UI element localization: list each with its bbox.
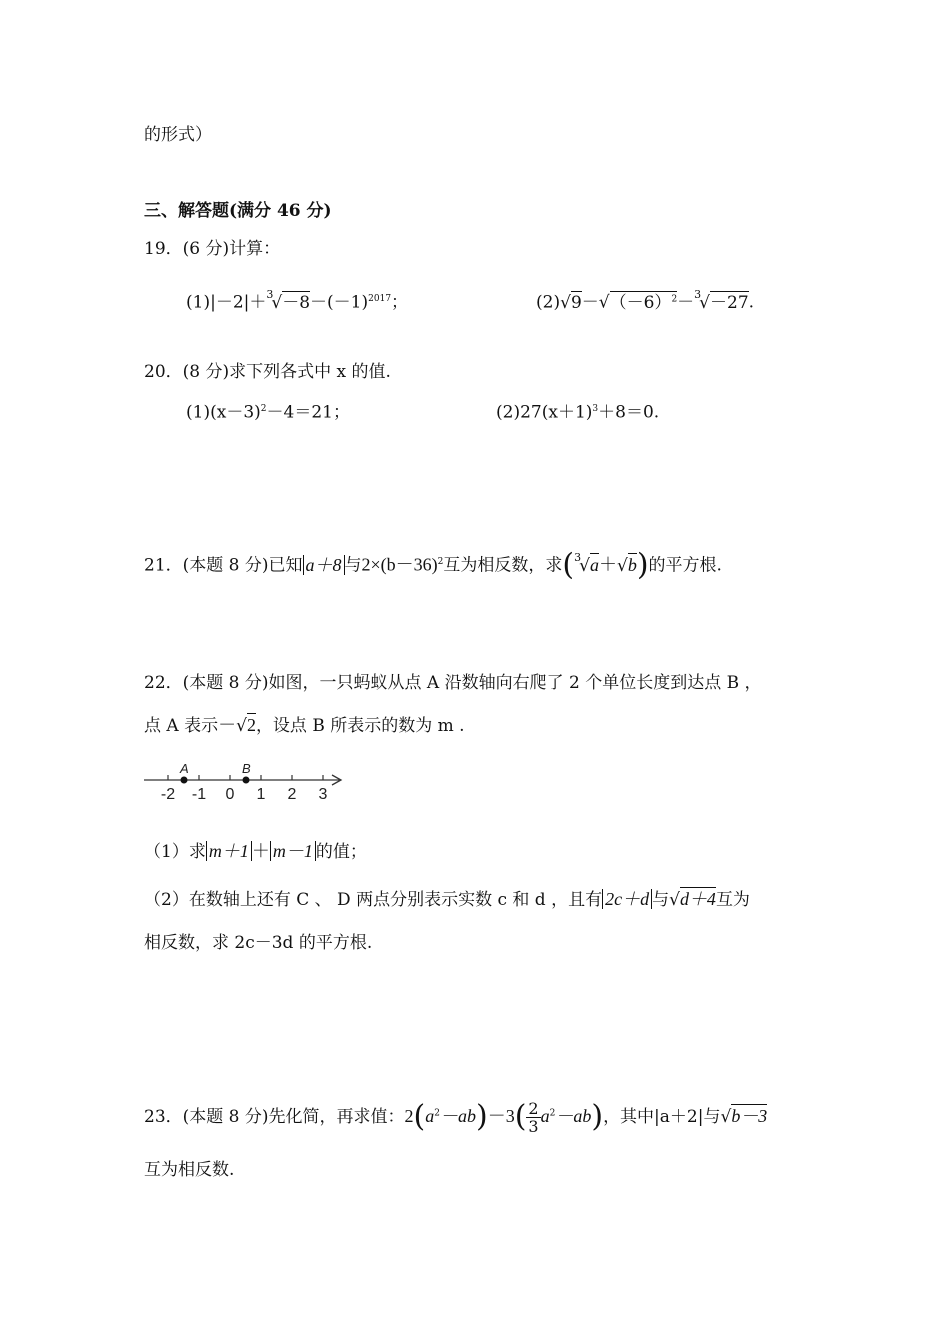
- q22-sub2-root: d＋4: [679, 889, 716, 909]
- q19-p2-cuberoot: $^3$√－27: [694, 287, 749, 313]
- q23-line2: 互为相反数.: [144, 1160, 235, 1180]
- axis-tick-label: 0: [225, 786, 235, 803]
- q22-line2: [144, 714, 465, 737]
- q20-part1: [186, 398, 350, 424]
- q21-prefix: 21．(本题 8 分)已知: [144, 555, 303, 576]
- axis-tick-label: 1: [256, 786, 266, 803]
- q22-sub2-sqrt: √d＋4: [669, 889, 716, 910]
- point-b-dot: [243, 777, 250, 784]
- q21-suffix: 的平方根.: [648, 555, 722, 576]
- q20-p1-label: (1): [186, 402, 211, 423]
- q19-p2-root3-index: 3: [694, 287, 702, 301]
- q20-p2-label: (2): [496, 402, 521, 423]
- q21-plus: ＋: [598, 554, 617, 575]
- q23-frac-den: 3: [528, 1117, 539, 1136]
- q19-p1-b: －(－1): [310, 292, 369, 313]
- q22-sub1-abs1: m＋1: [206, 841, 252, 861]
- q23-paren1-open: (: [413, 1099, 426, 1134]
- q19-p2-label: (2): [536, 292, 561, 313]
- q23-e4: －3: [487, 1106, 515, 1126]
- number-line: [142, 760, 352, 804]
- q23-e2-exp: 2: [434, 1108, 440, 1119]
- q19-p2-root2-exp: 2: [671, 294, 678, 304]
- q22-sub2: [144, 888, 750, 911]
- q19-part1: [186, 288, 408, 316]
- q20-prefix: 20．(8 分)求下列各式中 x 的值.: [144, 362, 391, 382]
- q22-line2-root: 2: [246, 715, 256, 735]
- q23-e1: 2: [404, 1106, 414, 1126]
- q19-p1-cuberoot: $^3$√－8: [266, 287, 311, 313]
- q19-p1-a: |－2|＋: [210, 292, 267, 313]
- q22-sub1-abs2: m－1: [270, 841, 316, 861]
- q23-root: b－3: [731, 1106, 768, 1126]
- q23-mid: ，其中|a＋2|与: [603, 1107, 721, 1127]
- q22-sub1-plus: ＋: [251, 841, 270, 861]
- q19-p2-minus2: －: [677, 292, 695, 313]
- axis-tick-label: 2: [287, 786, 297, 803]
- q22-line2-a: 点 A 表示: [144, 716, 219, 736]
- q19-p1-root-index: 3: [266, 287, 274, 301]
- q22-sub2-a: （2）在数轴上还有 C 、 D 两点分别表示实数 c 和 d ，且有: [144, 890, 603, 910]
- q19-p2-root1-body: 9: [570, 292, 582, 313]
- q22-line2-b: ，设点 B 所表示的数为 m .: [255, 716, 465, 736]
- q20-p2-a: 27(x＋1): [520, 402, 593, 423]
- q21-line: [144, 547, 722, 583]
- q22-sub1: [144, 840, 367, 863]
- q19-part2: [536, 288, 754, 316]
- q19-p1-exp: 2017: [368, 294, 392, 304]
- q21-close-paren: ): [636, 547, 649, 583]
- q19-p2-end: .: [748, 292, 755, 313]
- q23-e2: a: [425, 1106, 435, 1126]
- q21-cuberoot: $^3$√a: [574, 550, 599, 576]
- axis-tick-label: -2: [160, 786, 176, 803]
- section-heading: 三、解答题(满分 46 分): [144, 201, 332, 221]
- q19-p2-root2-body: （－6）: [609, 292, 672, 313]
- q21-abs: a＋8: [303, 555, 345, 575]
- q23-e5: a: [540, 1106, 550, 1126]
- axis-tick-label: -1: [191, 786, 207, 803]
- q22-sub2-abs: 2c＋d: [602, 889, 652, 909]
- q23-sqrt: √b－3: [720, 1106, 768, 1127]
- q20-p2-exp: 3: [592, 404, 599, 414]
- q19-p2-root3-body: －27: [710, 292, 749, 313]
- continued-text: 的形式）: [144, 125, 212, 145]
- q23-paren2-close: ): [591, 1099, 604, 1134]
- q21-expr: 2×(b－36): [361, 554, 438, 575]
- q22-sub2-line2: 相反数，求 2c－3d 的平方根.: [144, 933, 373, 953]
- q22-sub1-label: （1）求: [144, 842, 206, 862]
- q21-expr-exp: 2: [437, 557, 444, 567]
- q19-p1-end: ；: [391, 292, 409, 313]
- q20-p1-exp: 2: [260, 404, 267, 414]
- q23-paren1-close: ): [475, 1099, 488, 1134]
- q21-mid1: 与: [344, 555, 362, 576]
- q21-open-paren: (: [562, 547, 575, 583]
- q19-p2-sqrt1: √9: [560, 292, 582, 313]
- q22-sub2-mid: 与: [652, 890, 670, 910]
- q23-paren2-open: (: [514, 1099, 527, 1134]
- q20-p1-b: －4＝21；: [266, 402, 350, 423]
- q22-line1: 22．(本题 8 分)如图，一只蚂蚁从点 A 沿数轴向右爬了 2 个单位长度到达点 B ，: [144, 673, 762, 693]
- q23-e3: －ab: [439, 1106, 476, 1126]
- q19-p1-label: (1): [186, 292, 211, 313]
- q20-part2: [496, 398, 659, 424]
- q22-sqrt2: √2: [236, 715, 256, 736]
- q19-p2-sqrt2: $√(-6)^2$: [598, 292, 678, 313]
- q22-sub2-end: 互为: [715, 890, 750, 910]
- q23-fraction: [526, 1100, 540, 1135]
- q20-p2-b: ＋8＝0.: [598, 402, 660, 423]
- q22-line2-minus: －: [218, 715, 237, 735]
- q23-prefix: 23．(本题 8 分)先化简，再求值：: [144, 1107, 405, 1127]
- q22-sub1-end: 的值；: [315, 842, 367, 862]
- q23-e6: －ab: [555, 1106, 592, 1126]
- q20-p1-a: (x－3): [210, 402, 261, 423]
- q19-prefix: 19．(6 分)计算：: [144, 239, 281, 259]
- axis-tick-label: 3: [318, 786, 328, 803]
- q21-sqrt: √b: [616, 554, 637, 576]
- q21-mid2: 互为相反数，求: [443, 555, 563, 576]
- point-a-label: A: [180, 761, 189, 776]
- q23-e5-exp: 2: [549, 1108, 556, 1119]
- point-b-label: B: [242, 761, 251, 776]
- q23-frac-num: 2: [528, 1099, 539, 1118]
- q21-root-index: 3: [574, 550, 582, 564]
- q21-root-b: b: [627, 554, 637, 575]
- point-a-dot: [181, 777, 188, 784]
- q19-p2-minus1: －: [581, 292, 599, 313]
- q21-root-a: a: [589, 554, 599, 575]
- q19-p1-root-body: －8: [282, 292, 311, 313]
- q23-line1: [144, 1100, 767, 1135]
